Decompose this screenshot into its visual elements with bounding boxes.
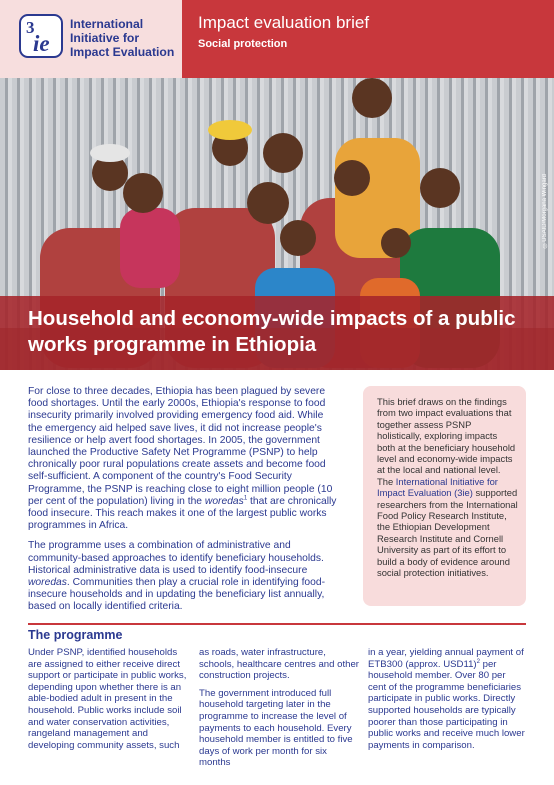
- title-band: [0, 296, 554, 370]
- brief-type: Impact evaluation brief: [198, 13, 370, 32]
- main-title: Household and economy-wide impacts of a public works programme in Ethiopia: [28, 307, 516, 356]
- photo-credit: ©USAID/Morgana Wingard: [542, 174, 548, 248]
- hero-photo: [0, 78, 554, 370]
- org-name: International Initiative for Impact Evaluation: [70, 17, 175, 59]
- programme-column-3: in a year, yielding annual payment of ETB300 (approx. USD11)$^2$ per household member. Over 80 per cent of the programme beneficiaries participate in public works. Directly supported households are typically poorer than those participating in public works and receive much lower payments in comparison.: [368, 647, 525, 751]
- page-header: [0, 0, 554, 78]
- intro-paragraph-1: For close to three decades, Ethiopia has been plagued by severe food shortages. Until the early 2000s, Ethiopia's response to food insecurity primarily involved providing emergency food aid. While the emergency aid helped save lives, it did not increase people's resilience or help avert food shortages. In 2005, the government launched the Productive Safety Net Programme (PSNP) to help chronically poor rural populations create assets and become food self-sufficient. A component of the country's Food Security Programme, the PSNP is reaching close to eight million people (10 per cent of the population) living in the woredas$^1$ that are chronically food insecure. This reach makes it one of the largest public works programmes in Africa.: [28, 386, 337, 532]
- section-divider: [28, 623, 526, 625]
- brief-topic: Social protection: [198, 38, 288, 50]
- header-logo-panel: [0, 0, 182, 78]
- intro-paragraph-2: The programme uses a combination of administrative and community-based approaches to identify beneficiary households. Historical administrative data is used to identify food-insecure woredas. Communities then play a crucial role in identifying food-insecure households and in updating the beneficiary list annually, based on locally identified criteria.: [28, 540, 326, 613]
- sidebar-box: This brief draws on the findings from two impact evaluations that together assess PSNP holistically, exploring impacts both at the beneficiary household level and economy-wide impacts at the local and national level. The International Initiative for Impact Evaluation (3ie) supported researchers from the International Food Policy Research Institute, the Ethiopian Development Research Institute and Cornell University as part of its effort to build a body of evidence around social protection initiatives.: [363, 386, 526, 606]
- section-title: The programme: [28, 628, 123, 642]
- programme-column-2: as roads, water infrastructure, schools, healthcare centres and other construction projects. The government introduced full household targeting later in the programme to increase the level of payments to each household. Every household member is entitled to five days of work per month for six months: [199, 647, 359, 769]
- programme-column-1: Under PSNP, identified households are assigned to either receive direct support or participate in public works, depending upon whether there is an able-bodied adult in present in the household. Public works include soil and water conservation activities, rangeland management and developing community assets, such: [28, 647, 187, 751]
- 3ie-link[interactable]: International Initiative for Impact Evaluation (3ie): [377, 475, 498, 499]
- intro-text: [28, 386, 338, 622]
- 3ie-logo: 3 ie: [19, 14, 63, 58]
